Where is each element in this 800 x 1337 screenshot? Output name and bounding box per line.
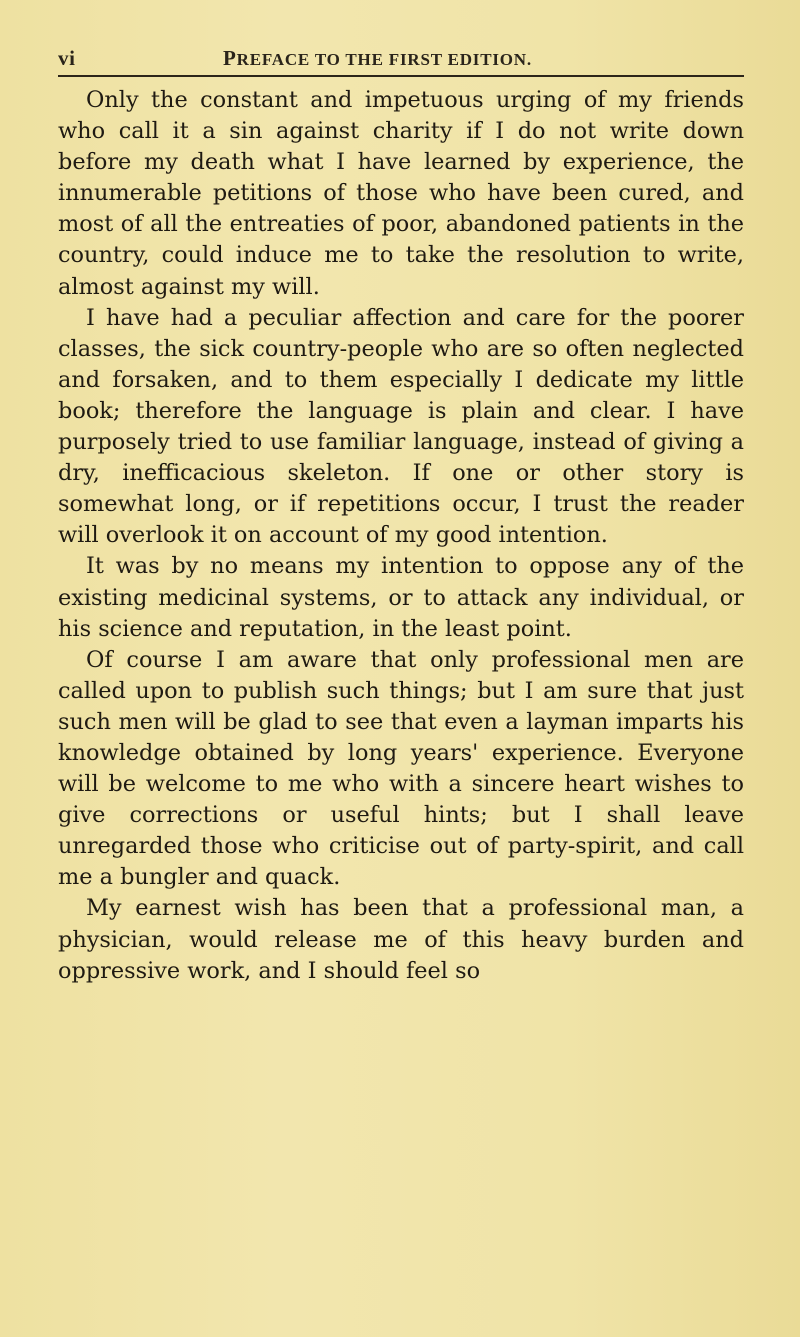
running-head-initial: P — [223, 46, 237, 70]
running-head-rest: REFACE TO THE FIRST EDITION. — [236, 50, 532, 69]
paragraph-5: My earnest wish has been that a professional man, a physician, would release me of this heavy burden and oppressive work, and I should feel so — [58, 895, 744, 984]
paragraph-2: I have had a peculiar affection and care for the poorer classes, the sick country-people who are so often neglected and forsaken, and to them especially I dedicate my little book; therefore the language is plain and clear. I have purposely tried to use familiar language, instead of giving a dry, inefficacious skeleton. If one or other story is somewhat long, or if repetitions occur, I trust the reader will overlook it on account of my good intention. — [58, 304, 744, 549]
paragraph-1: Only the constant and impetuous urging of my friends who call it a sin against charity if I do not write down before my death what I have learned by experience, the innumerable petitions of those who have been cured, and most of all the entreaties of poor, abandoned patients in the country, could induce me to take the resolution to write, almost against my will. — [58, 87, 744, 300]
page-number: vi — [58, 46, 76, 70]
header-rule — [58, 75, 744, 77]
paragraph-4: Of course I am aware that only professional men are called upon to publish such things; but I am sure that just such men will be glad to see that even a layman imparts his knowledge obtained by long years' experience. Everyone will be welcome to me who with a sincere heart wishes to give corrections or useful hints; but I shall leave unregarded those who criticise out of party-spirit, and call me a bungler and quack. — [58, 646, 744, 891]
body-text — [58, 85, 744, 987]
page-header — [58, 46, 744, 71]
paragraph-3: It was by no means my intention to oppose any of the existing medicinal systems, or to attack any individual, or his science and reputation, in the least point. — [58, 553, 744, 642]
running-head — [223, 46, 532, 71]
